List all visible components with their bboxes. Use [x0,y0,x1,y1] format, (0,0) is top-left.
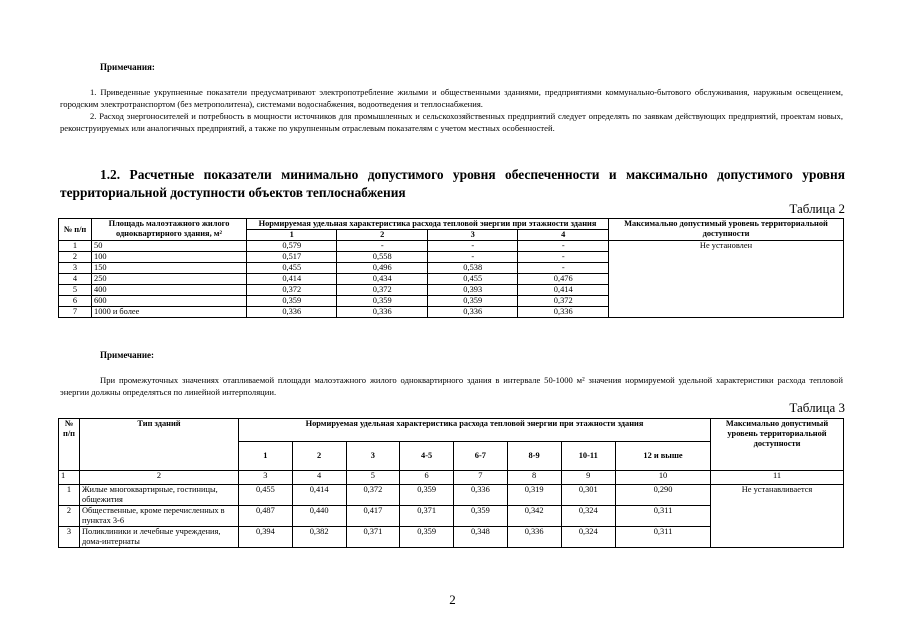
row-area: 150 [92,263,247,274]
t3-header-max: Максимально допустимый уровень территориальной доступности [711,419,844,471]
cell: 0,342 [507,506,561,527]
t2-floor-4: 4 [518,230,609,241]
cell: 0,558 [337,252,427,263]
t3-colnum: 7 [454,471,508,485]
t3-colnum: 6 [400,471,454,485]
table3-caption: Таблица 3 [789,400,845,415]
row-area: 1000 и более [92,307,247,318]
row-num: 1 [59,485,80,506]
cell: 0,372 [346,485,400,506]
t2-floor-3: 3 [427,230,517,241]
cell: 0,336 [427,307,517,318]
cell: 0,434 [337,274,427,285]
t2-header-char: Нормируемая удельная характеристика расхода тепловой энергии при этажности здания [247,219,609,230]
cell: 0,324 [561,506,616,527]
row-type: Общественные, кроме перечисленных в пунктах 3-6 [80,506,239,527]
cell: 0,372 [247,285,337,296]
t2-floor-2: 2 [337,230,427,241]
note-title-single: Примечание: [100,350,155,360]
cell: 0,359 [454,506,508,527]
cell: 0,371 [346,527,400,548]
t2-floor-1: 1 [247,230,337,241]
cell: 0,394 [239,527,293,548]
cell: 0,414 [292,485,346,506]
cell: 0,290 [616,485,711,506]
t3-colnum: 4 [292,471,346,485]
row-num: 6 [59,296,92,307]
row-area: 600 [92,296,247,307]
cell: 0,455 [239,485,293,506]
cell: 0,324 [561,527,616,548]
row-area: 100 [92,252,247,263]
cell: 0,336 [507,527,561,548]
table-2 [58,218,844,318]
cell: - [518,241,609,252]
t3-floor: 6-7 [454,442,508,471]
cell: - [518,252,609,263]
t3-header-type: Тип зданий [80,419,239,471]
cell: 0,359 [337,296,427,307]
cell: 0,538 [427,263,517,274]
cell: 0,487 [239,506,293,527]
cell: 0,371 [400,506,454,527]
t3-floor: 8-9 [507,442,561,471]
t3-floor: 12 и выше [616,442,711,471]
cell: 0,359 [247,296,337,307]
page-number: 2 [449,592,456,607]
t2-max-value: Не установлен [609,241,844,318]
note-2: 2. Расход энергоносителей и потребность в мощности источников для промышленных и сельскохозяйственных предприятий следует определять по заявкам действующих предприятий, проектам новых, реконструируемых или аналогичных предприятий, а также по укрупненным отраслевым показателям с учетом местных особенностей. [60,111,843,133]
cell: 0,517 [247,252,337,263]
cell: 0,440 [292,506,346,527]
row-num: 3 [59,263,92,274]
row-num: 2 [59,506,80,527]
cell: 0,311 [616,527,711,548]
cell: 0,336 [247,307,337,318]
cell: 0,414 [247,274,337,285]
cell: - [427,241,517,252]
cell: 0,496 [337,263,427,274]
cell: 0,359 [400,485,454,506]
cell: 0,319 [507,485,561,506]
t3-colnum: 9 [561,471,616,485]
cell: 0,336 [454,485,508,506]
cell: 0,393 [427,285,517,296]
cell: - [427,252,517,263]
notes-title: Примечания: [100,62,155,72]
t3-colnum: 10 [616,471,711,485]
t3-floor: 3 [346,442,400,471]
cell: 0,414 [518,285,609,296]
cell: 0,348 [454,527,508,548]
t2-header-num: № п/п [59,219,92,241]
row-area: 250 [92,274,247,285]
t3-floor: 4-5 [400,442,454,471]
t3-floor: 2 [292,442,346,471]
table-row [59,241,844,252]
cell: 0,359 [427,296,517,307]
table-row [59,485,844,506]
cell: - [518,263,609,274]
t3-max-value: Не устанавливается [711,485,844,548]
t3-colnum: 11 [711,471,844,485]
t3-colnum: 3 [239,471,293,485]
row-area: 400 [92,285,247,296]
t3-colnum: 8 [507,471,561,485]
t2-header-max: Максимально допустимый уровень территориальной доступности [609,219,844,241]
row-type: Поликлиники и лечебные учреждения, дома-интернаты [80,527,239,548]
cell: 0,372 [337,285,427,296]
t3-floor: 10-11 [561,442,616,471]
cell: 0,417 [346,506,400,527]
cell: 0,311 [616,506,711,527]
cell: 0,336 [337,307,427,318]
row-num: 5 [59,285,92,296]
t3-floor: 1 [239,442,293,471]
cell: 0,455 [247,263,337,274]
row-num: 4 [59,274,92,285]
row-area: 50 [92,241,247,252]
cell: 0,372 [518,296,609,307]
row-num: 3 [59,527,80,548]
t2-header-area: Площадь малоэтажного жилого одноквартирного здания, м² [92,219,247,241]
row-type: Жилые многоквартирные, гостиницы, общежития [80,485,239,506]
cell: 0,359 [400,527,454,548]
cell: 0,301 [561,485,616,506]
cell: 0,476 [518,274,609,285]
cell: 0,382 [292,527,346,548]
table2-caption: Таблица 2 [789,201,845,216]
note-3: При промежуточных значениях отапливаемой площади малоэтажного жилого одноквартирного здания в интервале 50-1000 м² значения нормируемой удельной характеристики расхода тепловой энергии должны определяться по линейной интерполяции. [60,375,843,397]
section-heading: 1.2. Расчетные показатели минимально допустимого уровня обеспеченности и максимально допустимого уровня территориальной доступности объектов теплоснабжения [60,167,845,200]
t3-colnum: 5 [346,471,400,485]
cell: 0,336 [518,307,609,318]
t3-colnum: 2 [80,471,239,485]
t3-colnum: 1 [59,471,80,485]
table-3 [58,418,844,548]
t3-header-char: Нормируемая удельная характеристика расхода тепловой энергии при этажности здания [239,419,711,442]
cell: 0,579 [247,241,337,252]
cell: 0,455 [427,274,517,285]
cell: - [337,241,427,252]
row-num: 1 [59,241,92,252]
t3-header-num: № п/п [59,419,80,471]
note-1: 1. Приведенные укрупненные показатели предусматривают электропотребление жилыми и общественными зданиями, предприятиями коммунально-бытового обслуживания, наружным освещением, городским электротранспортом (без метрополитена), системами водоснабжения, водоотведения и теплоснабжения. [60,87,843,109]
row-num: 2 [59,252,92,263]
row-num: 7 [59,307,92,318]
